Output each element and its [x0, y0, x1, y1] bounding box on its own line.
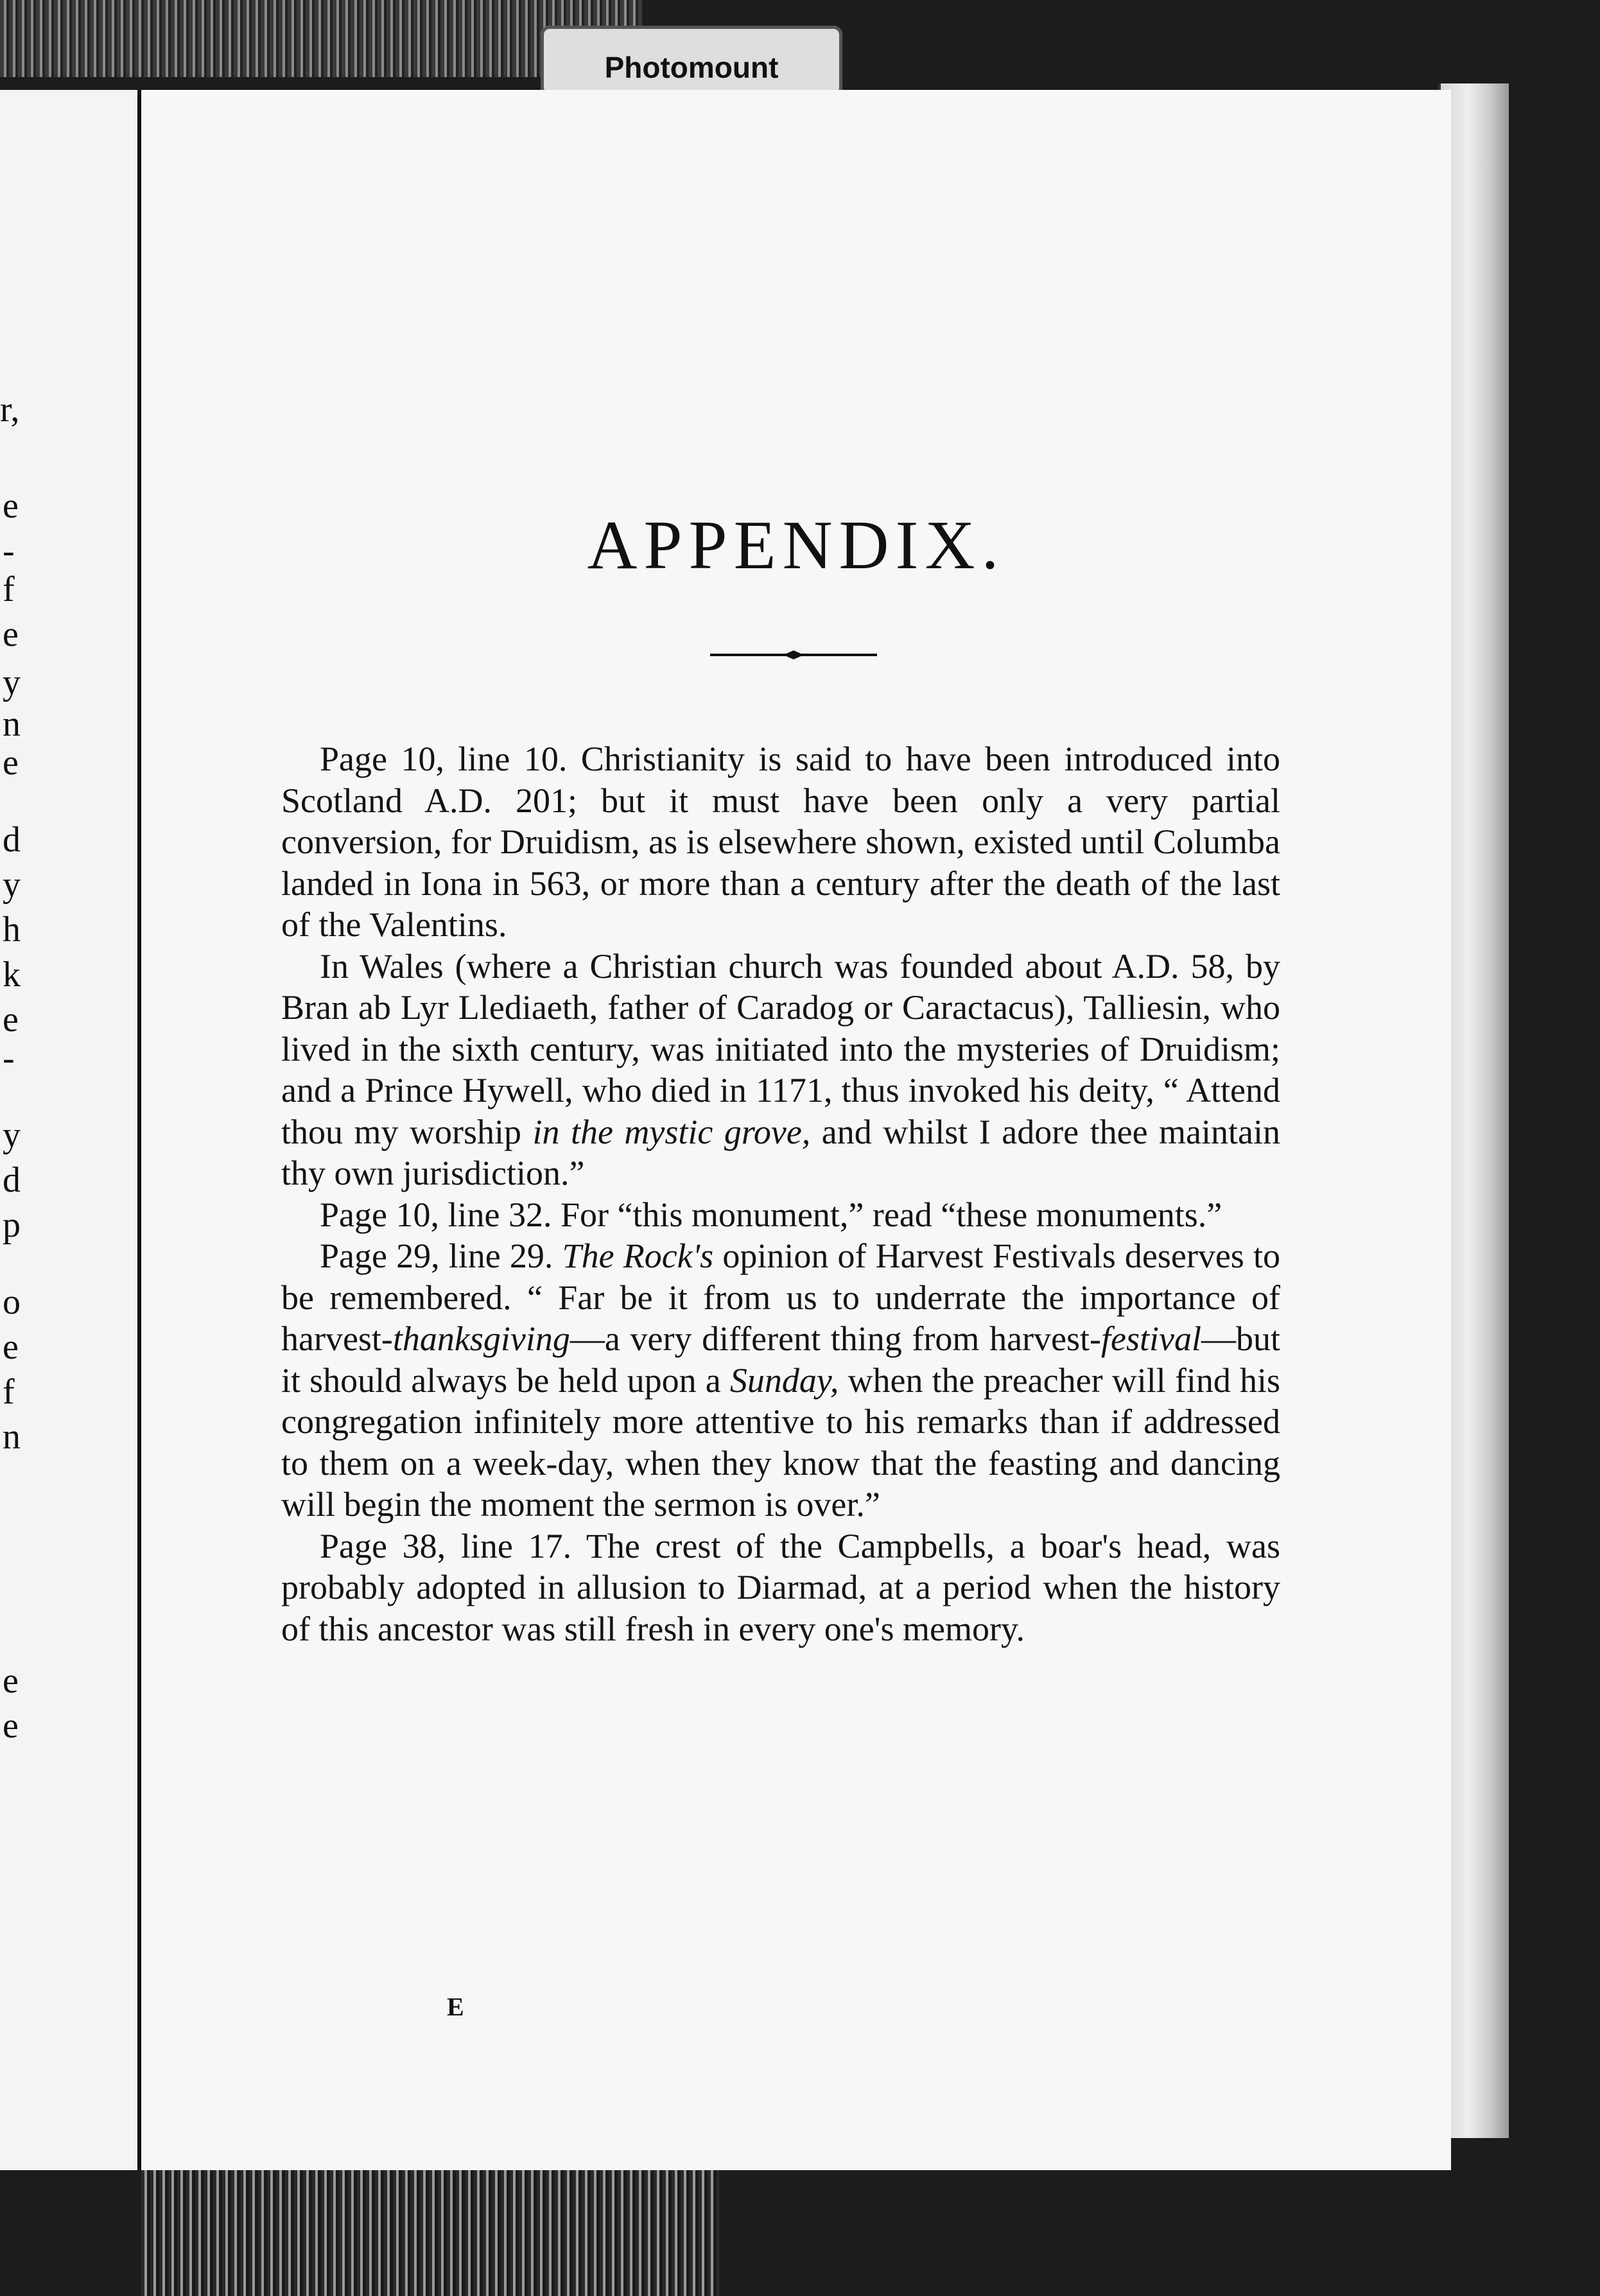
paragraph-text: Page 10, line 10. Christianity is said to have been introduced into Scotland A.D. 201; but it must have been only a very partial conversion, for Druidism, as is elsewhere shown, existed until Columba landed in Iona in 563, or more than a century after the death of the last of the Valentins.	[281, 740, 1280, 944]
facing-page-glyph: p	[3, 1205, 21, 1245]
appendix-page	[137, 90, 1451, 2170]
facing-page-glyph: e	[3, 614, 19, 654]
page-title: APPENDIX.	[587, 507, 1005, 584]
paragraph-text: —a very different thing from harvest-	[570, 1319, 1102, 1358]
facing-page-glyph: f	[3, 1372, 15, 1412]
photomount-label	[541, 26, 842, 96]
paragraph-text: when the preacher will find his congregation infinitely more attentive to his remarks than if addressed to them on a week-day, when they know that the feasting and dancing will begin the moment the sermon is over.”	[281, 1361, 1280, 1524]
facing-page-glyph: y	[3, 865, 21, 905]
italic-text: in the mystic grove,	[532, 1112, 811, 1151]
appendix-paragraph	[281, 946, 1280, 1194]
facing-page-glyph: e	[3, 1327, 19, 1367]
facing-page-glyph: r,	[0, 390, 20, 430]
appendix-paragraph	[281, 1194, 1280, 1236]
paragraph-text: —but it should always be held upon a	[281, 1319, 1280, 1400]
signature-mark: E	[447, 1992, 464, 2021]
appendix-paragraph	[281, 1235, 1280, 1526]
facing-page-glyph: h	[3, 910, 21, 950]
title-rule-ornament	[710, 648, 877, 661]
paragraph-text: Page 38, line 17. The crest of the Campbells, a boar's head, was probably adopted in allusion to Diarmad, at a period when the history of this ancestor was still fresh in every one's memory.	[281, 1526, 1280, 1648]
italic-text: thanksgiving	[392, 1319, 570, 1358]
appendix-paragraph	[281, 738, 1280, 946]
facing-page-glyph: n	[3, 1417, 21, 1457]
photomount-label-text: Photomount	[604, 51, 779, 84]
appendix-body	[281, 738, 1280, 1649]
facing-page-glyph: f	[3, 570, 15, 609]
facing-page-glyph: e	[3, 1000, 19, 1039]
facing-page-edge	[0, 90, 144, 2170]
facing-page-glyph: -	[3, 531, 15, 571]
facing-page-glyph: d	[3, 1160, 21, 1200]
facing-page-glyph: d	[3, 820, 21, 860]
facing-page-glyph: o	[3, 1282, 21, 1322]
facing-page-glyph: y	[3, 663, 21, 702]
paragraph-text: opinion of Harvest Festivals deserves to be remembered. “ Far be it from us to underrate the importance of harvest-	[281, 1237, 1280, 1358]
facing-page-glyph: e	[3, 1661, 19, 1701]
facing-page-glyph: n	[3, 704, 21, 744]
facing-page-glyph: e	[3, 743, 19, 783]
binding-bottom	[141, 2170, 719, 2296]
italic-text: festival	[1101, 1319, 1201, 1358]
appendix-paragraph	[281, 1526, 1280, 1650]
facing-page-glyph: -	[3, 1038, 15, 1078]
paragraph-text: Page 10, line 32. For “this monument,” read “these monuments.”	[320, 1195, 1222, 1234]
facing-page-glyph: e	[3, 486, 19, 526]
paragraph-text: In Wales (where a Christian church was founded about A.D. 58, by Bran ab Lyr Llediaeth, father of Caradog or Caractacus), Talliesin, who lived in the sixth century, was initiated into the mysteries of Druidism; and a Prince Hywell, who died in 1171, thus invoked his deity, “ Attend thou my worship	[281, 946, 1280, 1151]
facing-page-glyph: k	[3, 955, 21, 995]
facing-page-glyph: y	[3, 1115, 21, 1155]
italic-text: Sunday,	[729, 1361, 839, 1400]
paragraph-text: Page 29, line 29.	[320, 1237, 562, 1275]
italic-text: The Rock's	[562, 1237, 714, 1275]
facing-page-glyph: e	[3, 1706, 19, 1746]
paragraph-text: and whilst I adore thee maintain thy own jurisdiction.”	[281, 1112, 1281, 1192]
